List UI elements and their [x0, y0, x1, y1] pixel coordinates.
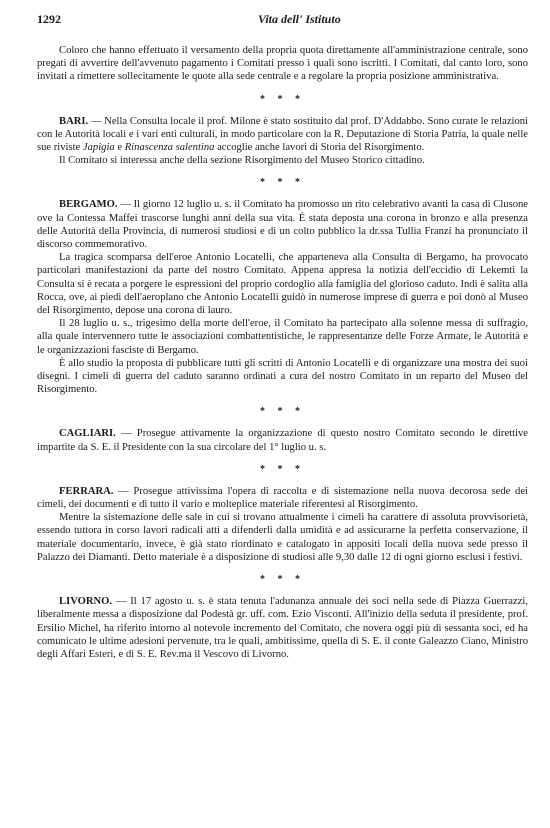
- livorno-text-1: — Il 17 agosto u. s. è stata tenuta l'adunanza annuale dei soci nella sede di Piazza Guerrazzi, liberalmente messa a disposizione dal Podestà gr. uff. com. Ezio Visconti. All'inizio della seduta il presidente, prof. Ersilio Michel, ha riferito intorno al notevole incremento del Comitato, che novera oggi più di sessanta soci, ed ha comunicato le ultime adesioni pervenute, tra le quali, ambitissime, quella di S. E. il conte Galeazzo Ciano, Ministro degli Affari Esteri, e di S. E. Rev.ma il Vescovo di Livorno.: [37, 596, 528, 660]
- section-cagliari: [37, 427, 528, 453]
- bergamo-paragraph-1: [37, 198, 528, 251]
- bergamo-heading: BERGAMO.: [59, 199, 118, 211]
- section-bergamo: [37, 198, 528, 396]
- intro-paragraph: Coloro che hanno effettuato il versamento della propria quota direttamente all'amministrazione centrale, sono pregati di avvertire dell'avvenuto pagamento i Comitati presso i quali sono iscritti. I Comitati, dal canto loro, sono invitati a rimettere sollecitamente le quote alla sede centrale e a regolare la propria posizione amministrativa.: [37, 45, 528, 83]
- ferrara-paragraph-2: Mentre la sistemazione delle sale in cui si trovano attualmente i cimeli ha carattere di assoluta provvisorietà, essendo tuttora in corso lavori radicali atti a difenderli dalla umidità e ad assicurarne la perfetta conservazione, il materiale documentario, invece, è già stato riordinato e catalogato in appositi locali della nuova sede presso il Palazzo dei Diamanti. Detto materiale è a disposizione di studiosi alle 9,30 dalle 12 di ogni giorno esclusi i festivi.: [37, 512, 528, 563]
- bari-journal-2: Rinascenza salentina: [124, 142, 215, 154]
- ferrara-text-1: — Prosegue attivissima l'opera di raccolta e di sistemazione nella nuova decorosa sede dei cimeli, dei documenti e di tutto il vario e molteplice materiale riferentesi al Risorgimento.: [37, 485, 528, 511]
- bari-text-b: e: [114, 142, 125, 154]
- cagliari-paragraph-1: [37, 427, 528, 453]
- bari-text-c: accoglie anche lavori di Storia del Risorgimento.: [214, 142, 425, 154]
- bari-journal-1: Japigia: [82, 142, 115, 154]
- bari-paragraph-1: [37, 115, 528, 155]
- page-number: 1292: [37, 12, 61, 26]
- bergamo-paragraph-4: È allo studio la proposta di pubblicare tutti gli scritti di Antonio Locatelli e di organizzare una mostra dei suoi disegni. I cimeli di guerra del caduto saranno ordinati a cura del nostro Comitato in un reparto del Museo del Risorgimento.: [37, 357, 528, 396]
- section-separator: * * *: [260, 463, 305, 475]
- cagliari-heading: CAGLIARI.: [59, 428, 116, 440]
- section-bari: [37, 115, 528, 168]
- bergamo-text-1: — Il giorno 12 luglio u. s. il Comitato ha promosso un rito celebrativo avanti la casa di Clusone ove la Contessa Maffei trascorse lunghi anni della sua vita. È stata deposta una corona in bronzo e alla presenza delle Autorità della Provincia, di numerosi studiosi e di un colto pubblico la dr.ssa Tullia Franzi ha pronunciato il discorso commemorativo.: [37, 199, 528, 251]
- section-livorno: [37, 595, 528, 661]
- cagliari-text-1: — Prosegue attivamente la organizzazione di questo nostro Comitato secondo le direttive impartite da S. E. il Presidente con la sua circolare del 1° luglio u. s.: [37, 428, 528, 453]
- section-ferrara: [37, 485, 528, 564]
- running-title: Vita dell' Istituto: [258, 12, 341, 26]
- bergamo-paragraph-3: Il 28 luglio u. s., trigesimo della morte dell'eroe, il Comitato ha partecipato alla solenne messa di suffragio, alla quale intervennero tutte le associazioni combattentistiche, le rappresentanze delle Forze Armate, le Autorità e le organizzazioni fasciste di Bergamo.: [37, 318, 528, 356]
- bari-heading: BARI.: [59, 115, 89, 127]
- bari-paragraph-2: Il Comitato si interessa anche della sezione Risorgimento del Museo Storico cittadino.: [59, 155, 425, 167]
- section-separator: * * *: [260, 406, 305, 418]
- bergamo-paragraph-2: La tragica scomparsa dell'eroe Antonio Locatelli, che apparteneva alla Consulta di Bergamo, ha provocato particolari manifestazioni da parte del nostro Comitato. Appena appresa la notizia dell'eccidio di Lekemti la Consulta si è recata a porgere le espressioni del proprio cordoglio alla famiglia del glorioso caduto. Indi è salita alla Rocca, ove, ai piedi dell'aeroplano che Antonio Locatelli guidò in numerose imprese di guerra e poi donò al Museo del Risorgimento, depose una corona di lauro.: [37, 252, 528, 317]
- section-separator: * * *: [260, 177, 305, 189]
- livorno-paragraph-1: [37, 595, 528, 661]
- ferrara-paragraph-1: [37, 485, 528, 511]
- article-body: [37, 44, 528, 661]
- page-header: [37, 13, 528, 29]
- livorno-heading: LIVORNO.: [59, 596, 113, 608]
- section-separator: * * *: [260, 574, 305, 586]
- section-separator: * * *: [260, 93, 305, 105]
- ferrara-heading: FERRARA.: [59, 485, 114, 497]
- bari-text-a: — Nella Consulta locale il prof. Milone è stato sostituito dal prof. D'Addabbo. Sono curate le relazioni con le Autorità locali e i vari enti culturali, in modo particolare con la R. Deputazione di Storia Patria, la quale nelle sue riviste: [37, 115, 528, 154]
